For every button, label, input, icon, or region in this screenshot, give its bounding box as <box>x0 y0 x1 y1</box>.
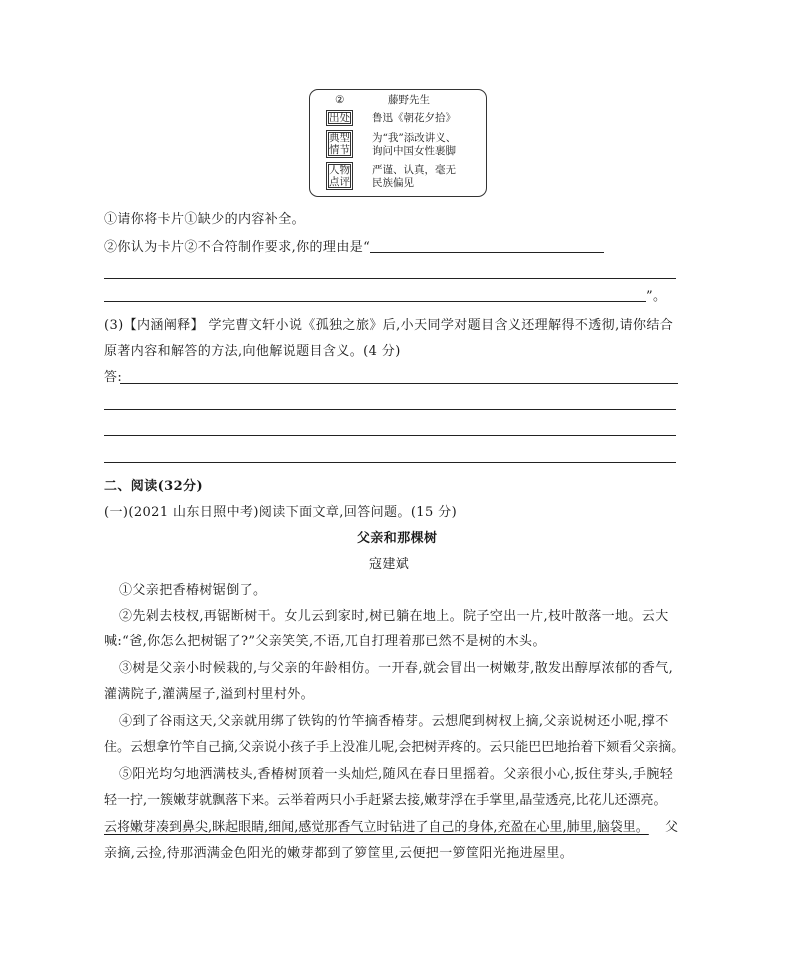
question-2-close-quote: ”。 <box>646 289 667 304</box>
paragraph-line: 父 <box>665 820 679 835</box>
answer-line[interactable] <box>104 462 676 463</box>
card-title: 藤野先生 <box>388 94 430 106</box>
answer-line[interactable] <box>120 383 678 384</box>
card-label-plot-2: 情节 <box>329 144 350 156</box>
article-author: 寇建斌 <box>369 557 410 572</box>
question-2: ②你认为卡片②不合符制作要求,你的理由是“ <box>104 240 371 255</box>
paragraph-line: 住。云想拿竹竿自己摘,父亲说小孩子手上没准儿呢,会把树弄疼的。云只能巴巴地抬着下颏看父亲摘。 <box>104 740 685 755</box>
paragraph-line: 亲摘,云捡,待那洒满金色阳光的嫩芽都到了箩筐里,云便把一箩筐阳光拖进屋里。 <box>104 846 574 861</box>
paragraph-line: ⑤阳光均匀地洒满枝头,香椿树顶着一头灿烂,随风在春日里摇着。父亲很小心,扳住芽头,手腕轻 <box>119 767 674 782</box>
question-3-line-2: 原著内容和解答的方法,向他解说题目含义。(4 分) <box>104 344 401 359</box>
card-comment-text-1: 严谨、认真，毫无 <box>372 164 456 176</box>
paragraph-line: ②先剁去枝杈,再锯断树干。女儿云到家时,树已躺在地上。院子空出一片,枝叶散落一地。云大 <box>119 609 669 624</box>
answer-line[interactable] <box>104 301 646 302</box>
paragraph-line: ③树是父亲小时候栽的,与父亲的年龄相仿。一开春,就会冒出一树嫩芽,散发出醇厚浓郁的香气, <box>119 661 674 676</box>
article-title: 父亲和那棵树 <box>357 531 438 546</box>
card-label-comment-1: 人物 <box>329 164 350 176</box>
answer-line[interactable] <box>370 252 604 253</box>
info-card <box>309 89 487 197</box>
answer-label: 答: <box>104 370 123 385</box>
reading-sub-heading: (一)(2021 山东日照中考)阅读下面文章,回答问题。(15 分) <box>104 505 458 520</box>
paragraph-line: ④到了谷雨这天,父亲就用绑了铁钩的竹竿摘香椿芽。云想爬到树杈上摘,父亲说树还小呢,撑不 <box>119 714 669 729</box>
card-label-plot-1: 典型 <box>329 132 350 144</box>
card-number: ② <box>335 94 345 106</box>
card-label-source: 出处 <box>329 112 350 124</box>
card-comment-text-2: 民族偏见 <box>372 177 414 189</box>
question-1: ①请你将卡片①缺少的内容补全。 <box>104 212 306 227</box>
card-plot-text-1: 为“我”添改讲义、 <box>372 132 457 144</box>
underlined-sentence: 云将嫩芽凑到鼻尖,眯起眼睛,细闻,感觉那香气立时钻进了自己的身体,充盈在心里,肺里,脑袋里。 <box>104 820 649 835</box>
card-plot-text-2: 询问中国女性裹脚 <box>372 145 456 157</box>
paragraph-line: 灌满院子,灌满屋子,溢到村里村外。 <box>104 687 315 702</box>
paragraph-line: 轻一拧,一簇嫩芽就飘落下来。云举着两只小手赶紧去接,嫩芽浮在手掌里,晶莹透亮,比花儿还漂亮。 <box>104 793 667 808</box>
answer-line[interactable] <box>104 435 676 436</box>
card-source-text: 鲁迅《朝花夕拾》 <box>372 112 456 124</box>
answer-line[interactable] <box>104 409 676 410</box>
paragraph-line: 喊:“爸,你怎么把树锯了?”父亲笑笑,不语,兀自打理着那已然不是树的木头。 <box>104 634 546 649</box>
answer-line[interactable] <box>104 278 676 279</box>
section-title: 二、阅读(32分) <box>104 479 203 494</box>
question-3-line-1: (3)【内涵阐释】 学完曹文轩小说《孤独之旅》后,小天同学对题目含义还理解得不透彻,请你结合 <box>104 318 674 333</box>
card-label-comment-2: 点评 <box>329 176 350 188</box>
paragraph-line: ①父亲把香椿树锯倒了。 <box>119 583 267 598</box>
